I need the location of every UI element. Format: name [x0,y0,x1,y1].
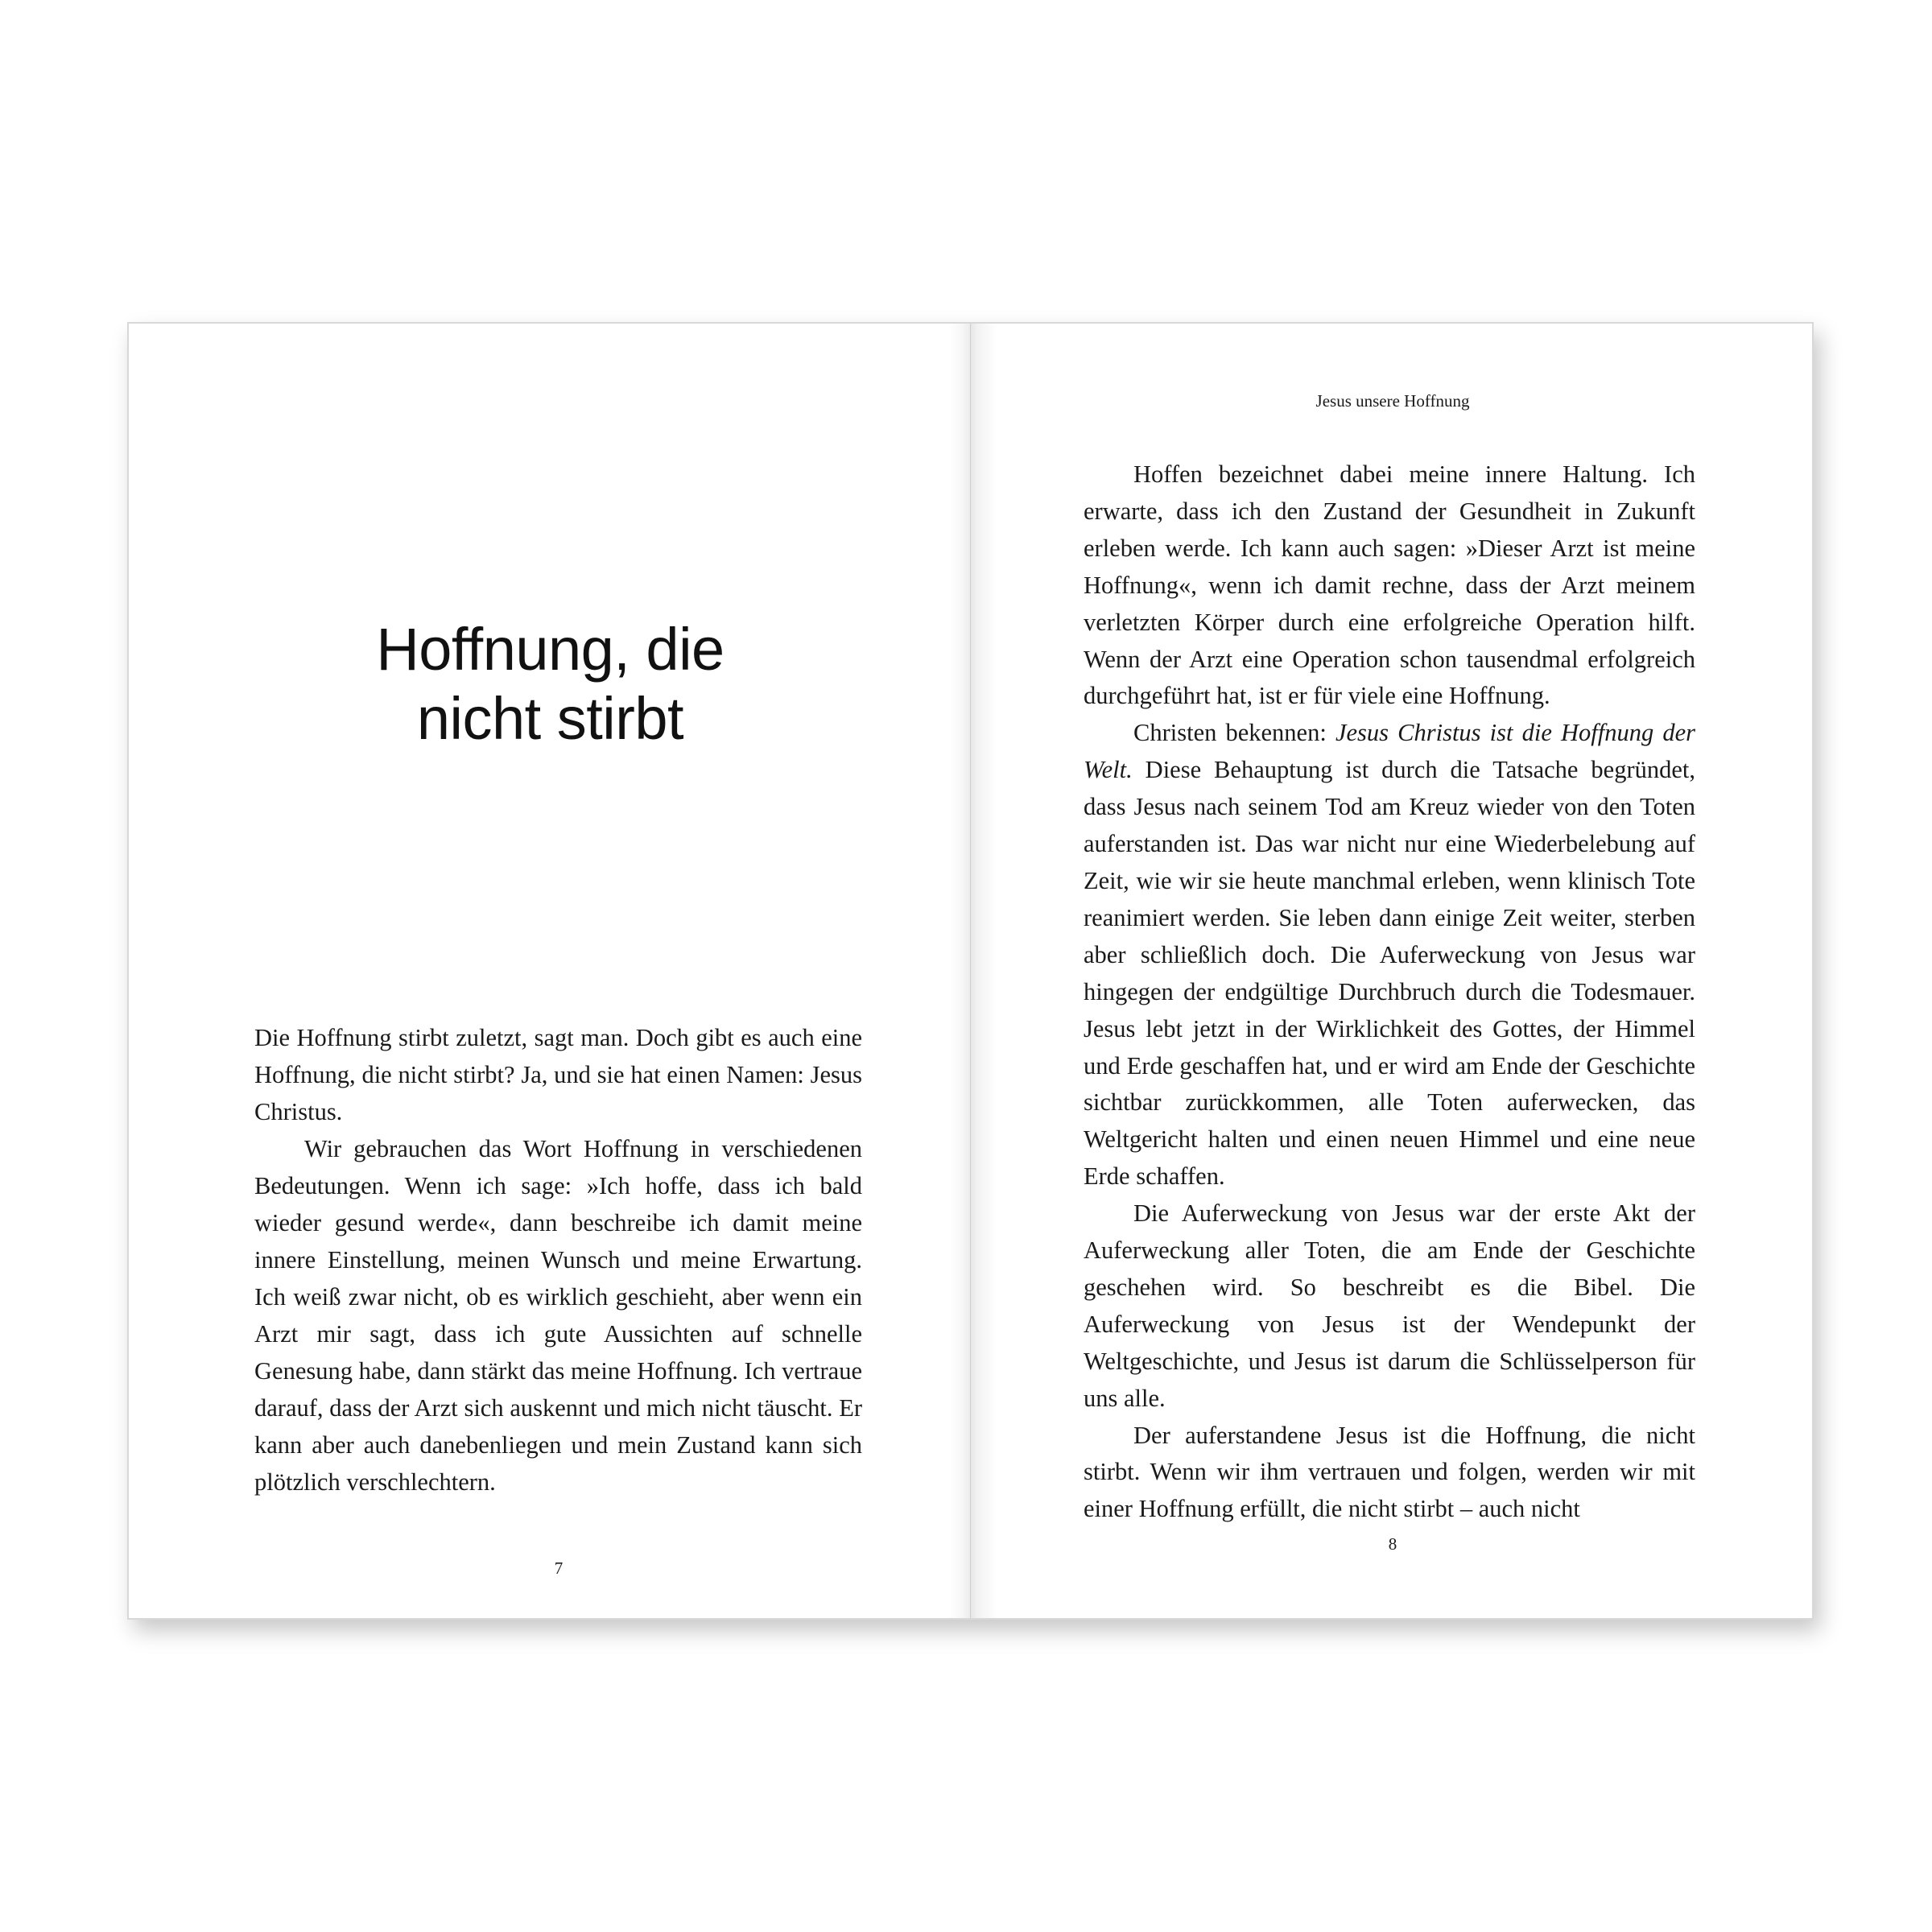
right-page [970,322,1814,1620]
paragraph-continuation: Diese Behauptung ist durch die Tatsache begründet, dass Jesus nach seinem Tod am Kreuz wieder von den Toten auferstanden ist. Das war nicht nur eine Wiederbelebung auf Zeit, wie wir sie heute manchmal erleben, wenn klinisch Tote reanimiert werden. Sie leben dann einige Zeit weiter, sterben aber schließlich doch. Die Auferweckung von Jesus war hingegen der endgültige Durchbruch durch die Todesmauer. Jesus lebt jetzt in der Wirklichkeit des Gottes, der Himmel und Erde geschaffen hat, und er wird am Ende der Geschichte sichtbar zurückkommen, alle Toten auferwecken, das Weltgericht halten und einen neuen Himmel und eine neue Erde schaffen. [1084,756,1695,1191]
running-head: Jesus unsere Hoffnung [1315,391,1470,411]
page-number: 7 [554,1558,564,1578]
paragraph [1084,715,1695,1195]
paragraph: Wir gebrauchen das Wort Hoffnung in verschiedenen Bedeutungen. Wenn ich sage: »Ich hoffe, dass ich bald wieder gesund werde«, dann beschreibe ich damit meine innere Einstellung, meinen Wunsch und meine Erwartung. Ich weiß zwar nicht, ob es wirklich geschieht, aber wenn ein Arzt mir sagt, dass ich gute Aussichten auf schnelle Genesung habe, dann stärkt das meine Hoffnung. Ich vertraue darauf, dass der Arzt sich auskennt und mich nicht täuscht. Er kann aber auch danebenliegen und mein Zustand kann sich plötzlich verschlechtern. [254,1135,862,1496]
page-number: 8 [1388,1534,1397,1554]
left-body-text [254,1019,862,1501]
paragraph-lead: Christen bekennen: [1133,719,1335,747]
paragraph: Die Hoffnung stirbt zuletzt, sagt man. Doch gibt es auch eine Hoffnung, die nicht stirbt? Ja, und sie hat einen Namen: Jesus Christus. [254,1024,862,1125]
right-body-text [1084,456,1695,1528]
paragraph: Der auferstandene Jesus ist die Hoffnung, die nicht stirbt. Wenn wir ihm vertrauen und folgen, werden wir mit einer Hoffnung erfüllt, die nicht stirbt – auch nicht [1084,1421,1695,1523]
chapter-title-line-1: Hoffnung, die [376,616,724,683]
chapter-title-line-2: nicht stirbt [416,685,684,752]
emphasized-phrase: Jesus Christus ist die Hoffnung der Welt. [1084,719,1695,784]
paragraph: Hoffen bezeichnet dabei meine innere Haltung. Ich erwarte, dass ich den Zustand der Gesundheit in Zukunft erleben werde. Ich kann auch sagen: »Dieser Arzt ist meine Hoffnung«, wenn ich damit rechne, dass der Arzt meinem verletzten Körper durch eine erfolgreiche Operation hilft. Wenn der Arzt eine Operation schon tausendmal erfolgreich durchgeführt hat, ist er für viele eine Hoffnung. [1084,460,1695,710]
chapter-title [129,615,972,753]
paragraph: Die Auferweckung von Jesus war der erste Akt der Auferweckung aller Toten, die am Ende der Geschichte geschehen wird. So beschreibt es die Bibel. Die Auferweckung von Jesus ist der Wendepunkt der Weltgeschichte, und Jesus ist darum die Schlüsselperson für uns alle. [1084,1199,1695,1412]
left-page [127,322,970,1620]
open-book [127,322,1814,1620]
